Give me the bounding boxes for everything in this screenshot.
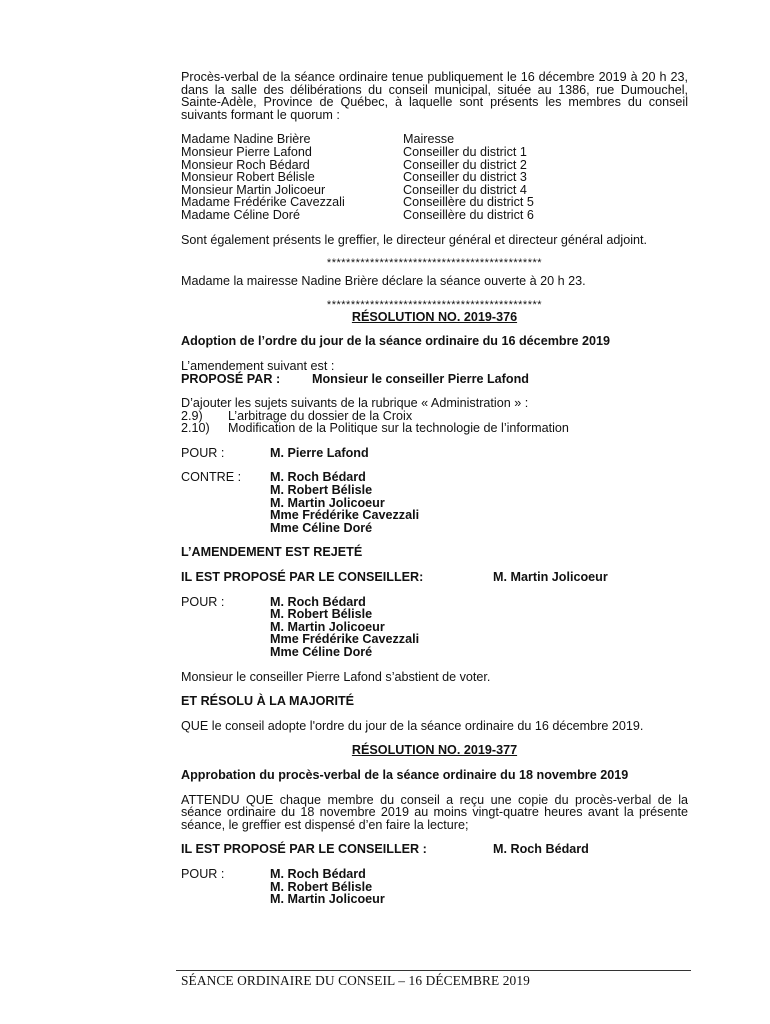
voter-name: M. Robert Bélisle (270, 483, 373, 498)
voter-name: Mme Céline Doré (270, 645, 373, 659)
resolution-title: RÉSOLUTION NO. 2019-377 (351, 743, 518, 758)
voter-name: M. Martin Jolicoeur (270, 892, 385, 907)
member-name: Madame Frédérike Cavezzali (181, 195, 345, 210)
member-role: Conseiller du district 3 (403, 170, 527, 185)
member-name: Monsieur Pierre Lafond (181, 144, 312, 159)
separator-stars: ********************************************* (326, 257, 543, 270)
proposed-by-name: Monsieur le conseiller Pierre Lafond (312, 371, 529, 386)
vote-pour-label: POUR : (181, 866, 225, 881)
page-footer: SÉANCE ORDINAIRE DU CONSEIL – 16 DÉCEMBRE 2019 (181, 973, 530, 988)
agenda-item-text: Modification de la Politique sur la technologie de l’information (228, 421, 569, 436)
proposed-by-name: M. Roch Bédard (493, 842, 589, 857)
attendu-paragraph: ATTENDU QUE chaque membre du conseil a reçu une copie du procès-verbal de la séance ordinaire du 18 novembre 2019 au moins vingt-quatre heures avant la présente séance, le greffier est dispensé d’en faire la lecture; (181, 792, 688, 832)
resolution-subject: Adoption de l’ordre du jour de la séance ordinaire du 16 décembre 2019 (181, 334, 611, 349)
voter-name: M. Martin Jolicoeur (270, 495, 385, 510)
resolution-subject: Approbation du procès-verbal de la séance ordinaire du 18 novembre 2019 (181, 767, 629, 782)
voter-name: M. Roch Bédard (270, 470, 366, 485)
agenda-item (181, 422, 688, 435)
vote-contre-label: CONTRE : (181, 470, 242, 485)
agenda-item-text: L’arbitrage du dossier de la Croix (228, 408, 413, 423)
que-paragraph: QUE le conseil adopte l'ordre du jour de la séance ordinaire du 16 décembre 2019. (181, 718, 644, 733)
member-role: Conseiller du district 4 (403, 182, 527, 197)
also-present-paragraph: Sont également présents le greffier, le directeur général et directeur général adjoint. (181, 232, 648, 247)
member-name: Monsieur Robert Bélisle (181, 170, 315, 185)
voter-name: M. Martin Jolicoeur (270, 619, 385, 634)
proposed-by-label: IL EST PROPOSÉ PAR LE CONSEILLER : (181, 842, 427, 857)
footer-divider (176, 970, 691, 971)
member-name: Madame Céline Doré (181, 207, 300, 222)
voter-name: Mme Frédérike Cavezzali (270, 508, 420, 523)
vote-names (270, 471, 419, 534)
abstention-note: Monsieur le conseiller Pierre Lafond s’abstient de voter. (181, 669, 491, 684)
vote-names (270, 447, 369, 460)
vote-names (270, 596, 419, 659)
resolved-statement: ET RÉSOLU À LA MAJORITÉ (181, 694, 355, 709)
proposed-by-row (181, 571, 688, 584)
vote-pour-row (181, 868, 688, 906)
member-name: Monsieur Roch Bédard (181, 157, 310, 172)
vote-names (270, 868, 385, 906)
voter-name: M. Roch Bédard (270, 866, 366, 881)
vote-pour-row (181, 596, 688, 659)
proposed-by-name: M. Martin Jolicoeur (493, 570, 608, 585)
proposed-by-row (181, 843, 688, 856)
member-role: Conseillère du district 5 (403, 195, 534, 210)
voter-name: M. Robert Bélisle (270, 607, 373, 622)
amendment-intro: L’amendement suivant est : (181, 358, 335, 373)
opening-statement: Madame la mairesse Nadine Brière déclare la séance ouverte à 20 h 23. (181, 274, 586, 289)
vote-pour-row (181, 447, 688, 460)
amendment-rejected: L’AMENDEMENT EST REJETÉ (181, 545, 363, 560)
intro-paragraph: Procès-verbal de la séance ordinaire tenue publiquement le 16 décembre 2019 à 20 h 23, dans la salle des délibérations du conseil municipal, située au 1386, rue Dumouchel, Sainte-Adèle, Province de Québec, à laquelle sont présents les membres du conseil suivants formant le quorum : (181, 70, 688, 122)
separator-stars: ********************************************* (326, 298, 543, 311)
vote-contre-row (181, 471, 688, 534)
voter-name: M. Roch Bédard (270, 594, 366, 609)
proposed-by-row (181, 373, 688, 386)
proposed-by-label: IL EST PROPOSÉ PAR LE CONSEILLER: (181, 570, 424, 585)
proposed-by-label: PROPOSÉ PAR : (181, 371, 281, 386)
agenda-item-number: 2.9) (181, 408, 203, 423)
voter-name: M. Robert Bélisle (270, 879, 373, 894)
member-role: Conseillère du district 6 (403, 207, 534, 222)
members-list (181, 133, 688, 221)
member-role: Conseiller du district 2 (403, 157, 527, 172)
vote-pour-label: POUR : (181, 445, 225, 460)
member-name: Monsieur Martin Jolicoeur (181, 182, 326, 197)
voter-name: Mme Céline Doré (270, 520, 373, 535)
add-items-intro: D’ajouter les sujets suivants de la rubrique « Administration » : (181, 396, 529, 411)
voter-name: Mme Frédérike Cavezzali (270, 632, 420, 647)
member-role: Mairesse (403, 132, 455, 147)
member-name: Madame Nadine Brière (181, 132, 311, 147)
member-role: Conseiller du district 1 (403, 144, 527, 159)
vote-pour-label: POUR : (181, 594, 225, 609)
document-page (181, 71, 688, 906)
voter-name: M. Pierre Lafond (270, 445, 369, 460)
resolution-title: RÉSOLUTION NO. 2019-376 (351, 309, 518, 324)
agenda-item-number: 2.10) (181, 421, 210, 436)
